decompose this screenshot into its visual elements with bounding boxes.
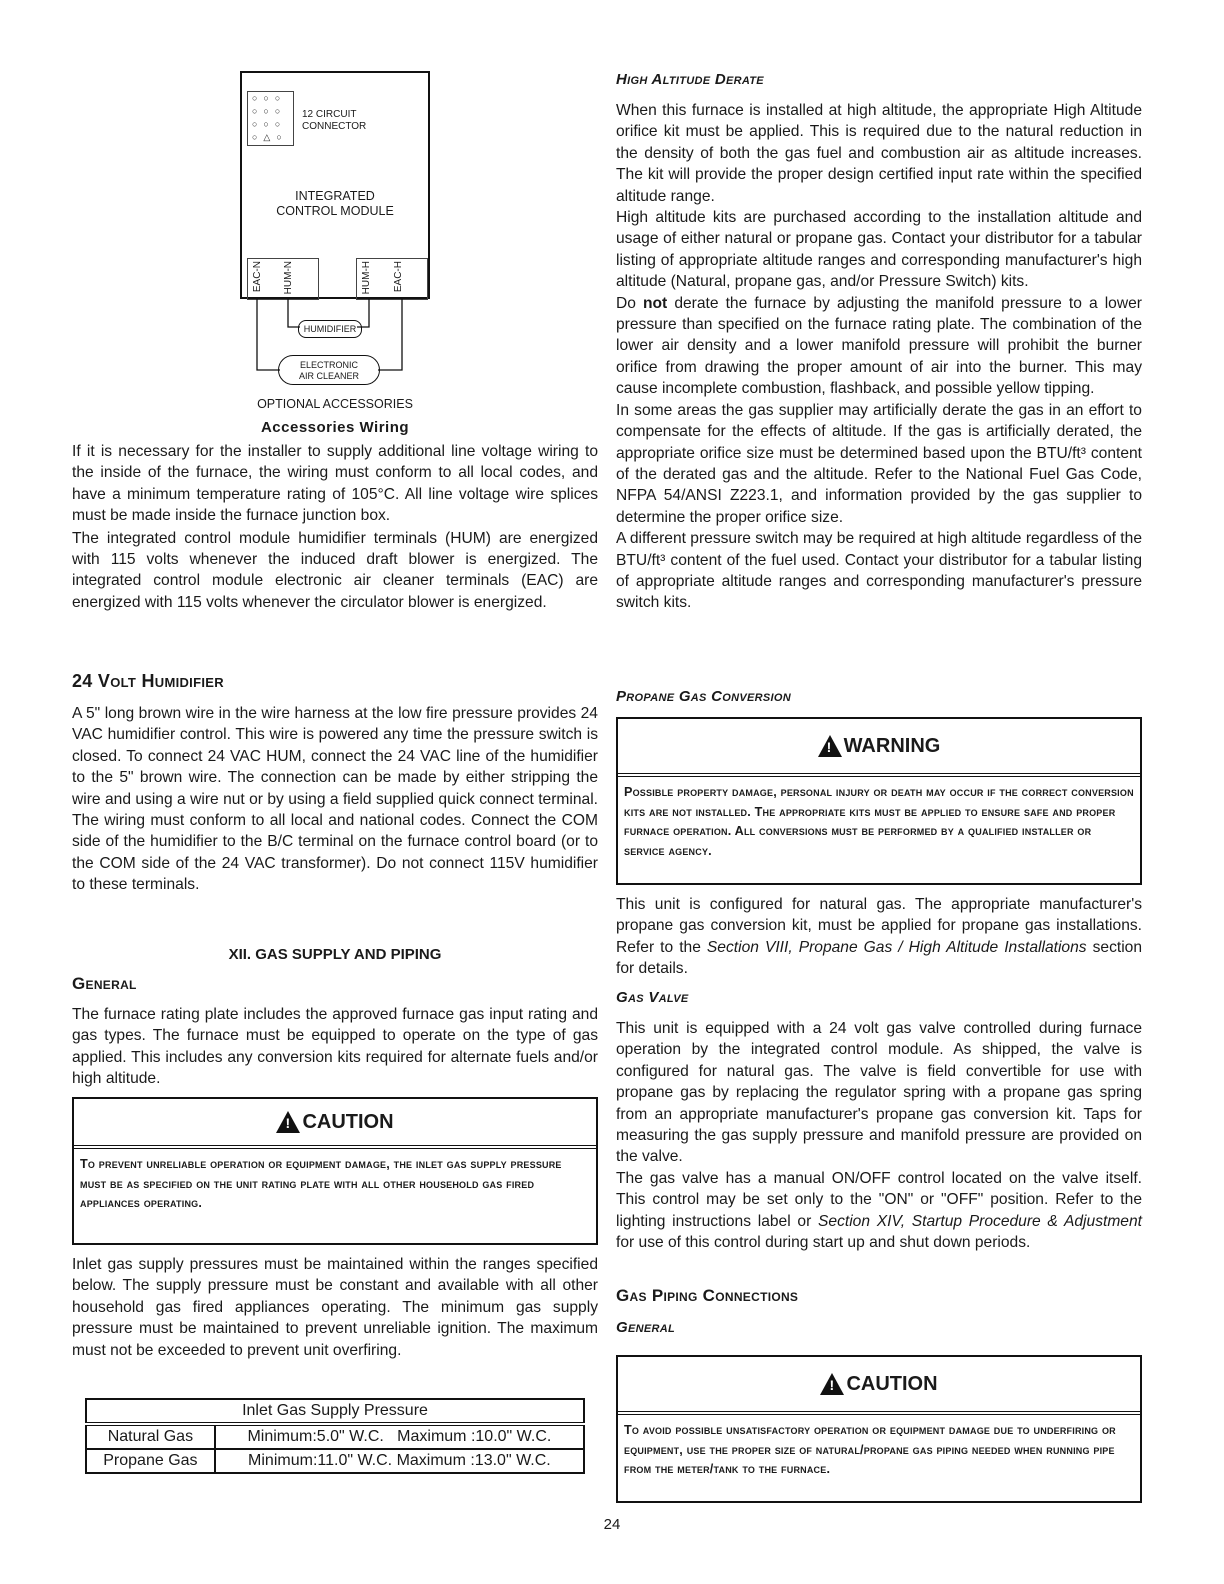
high-altitude-paragraph-2: High altitude kits are purchased according to the installation altitude and usage of either natural or propane gas. Contact your distributor for a tabular listing of appropriate altitude ranges and corresponding manufacturer's high altitude (Natural, propane gas, and/or Pressure Switch) kits. <box>616 209 1142 291</box>
air-cleaner-label: ELECTRONIC AIR CLEANER <box>278 355 380 385</box>
wiring-lines <box>230 65 450 395</box>
hum-eac-paragraph: The integrated control module humidifier terminals (HUM) are energized with 115 volts whenever the induced draft blower is energized. The integrated control module electronic air cleaner terminals (EAC) are energized with 115 volts whenever the circulator blower is energized. <box>72 529 598 611</box>
table-row <box>86 1449 584 1473</box>
caution-text: To prevent unreliable operation or equipment damage, the inlet gas supply pressure must be as specified on the unit rating plate with all other household gas fired appliances operating. <box>80 1157 562 1210</box>
module-label: INTEGRATED CONTROL MODULE <box>276 189 394 218</box>
caution-title: CAUTION <box>302 1110 394 1133</box>
heading-general: General <box>72 974 137 993</box>
terminal-eac-h: EAC-H <box>393 261 404 293</box>
gas-valve-paragraph-1: This unit is equipped with a 24 volt gas valve controlled during furnace operation by the integrated control module. As shipped, the valve is configured for natural gas. The valve is field convertible for use with propane gas by replacing the regulator spring with a propane gas spring from an appropriate manufacturer's propane gas conversion kit. Taps for measuring the gas supply pressure and manifold pressure are provided on the valve. <box>616 1020 1142 1166</box>
table-header-row <box>86 1399 584 1424</box>
heading-gas-valve: Gas Valve <box>616 989 689 1006</box>
warning-text: Possible property damage, personal injury or death may occur if the correct conversion kits are not installed. The appropriate kits must be applied to ensure safe and proper furnace operation. All conversions must be performed by a qualified installer or service agency. <box>624 785 1134 858</box>
heading-propane-gas-conversion: Propane Gas Conversion <box>616 688 791 705</box>
caution-box-right <box>616 1355 1142 1503</box>
inlet-gas-pressure-table <box>85 1398 585 1474</box>
high-altitude-paragraph-1: When this furnace is installed at high altitude, the appropriate High Altitude orifice kit must be applied. This is required due to the natural reduction in the density of both the gas fuel and combustion air as altitude increases. The kit will provide the proper design certified input rate within the specified altitude range. <box>616 102 1142 205</box>
high-altitude-paragraph-4: In some areas the gas supplier may artificially derate the gas in an effort to compensate for the effects of altitude. If the gas is artificially derated, the appropriate orifice size must be determined based upon the BTU/ft³ content of the derated gas and the altitude. Refer to the National Fuel Gas Code, NFPA 54/ANSI Z223.1, and information provided by the gas supplier to determine the proper orifice size. <box>616 401 1142 526</box>
connector-icon: ○○○ ○○○ ○○○ ○△○ <box>247 91 294 146</box>
caution-box-left <box>72 1097 598 1245</box>
terminal-hum-h: HUM-H <box>361 261 372 295</box>
heading-high-altitude-derate: High Altitude Derate <box>616 71 764 88</box>
pressure-range-cell: Minimum:11.0" W.C. Maximum :13.0" W.C. <box>215 1449 584 1473</box>
high-altitude-paragraph-5: A different pressure switch may be required at high altitude regardless of the BTU/ft³ content of the fuel used. Contact your distributor for a tabular listing of appropriate altitude ranges and corresponding manufacturer's pressure switch kits. <box>616 530 1142 612</box>
gas-valve-paragraph-2: The gas valve has a manual ON/OFF control located on the valve itself. This control may be set only to the "ON" or "OFF" position. Refer to the lighting instructions label or Section XIV, Startup Procedure & Adjustment for use of this control during start up and shut down periods. <box>616 1169 1142 1252</box>
connector-label: 12 CIRCUIT CONNECTOR <box>302 109 367 132</box>
gas-type-cell: Natural Gas <box>86 1424 215 1449</box>
caution-text: To avoid possible unsatisfactory operation or equipment damage due to underfiring or equipment, use the proper size of natural/propane gas piping needed when running pipe from the meter/tank to the furnace. <box>624 1423 1116 1476</box>
terminal-eac-n: EAC-N <box>252 261 263 293</box>
inlet-pressure-paragraph: Inlet gas supply pressures must be maintained within the ranges specified below. The supply pressure must be constant and available with all other household gas fired appliances operating. The minimum gas supply pressure must be maintained to prevent unreliable ignition. The maximum must not be exceeded to prevent unit overfiring. <box>72 1256 598 1359</box>
terminal-hum-n: HUM-N <box>283 261 294 295</box>
accessories-wiring-diagram <box>230 65 450 415</box>
heading-gas-piping-connections: Gas Piping Connections <box>616 1286 799 1305</box>
propane-conversion-paragraph: This unit is configured for natural gas. The appropriate manufacturer's propane gas conversion kit, must be applied for propane gas installations. Refer to the Section VIII, Propane Gas / High Altitude Installations section for details. <box>616 896 1143 978</box>
table-title: Inlet Gas Supply Pressure <box>86 1399 584 1424</box>
warning-title: WARNING <box>843 734 941 757</box>
gas-rating-paragraph: The furnace rating plate includes the approved furnace gas input rating and gas types. The furnace must be equipped to operate on the type of gas applied. This includes any conversion kits required for alternate fuels and/or high altitude. <box>72 1006 598 1088</box>
diagram-title: Accessories Wiring <box>260 419 410 436</box>
pressure-range-cell: Minimum:5.0" W.C. Maximum :10.0" W.C. <box>215 1424 584 1449</box>
warning-triangle-icon: ! <box>276 1111 300 1133</box>
section-title: XII. GAS SUPPLY AND PIPING <box>228 946 442 963</box>
heading-24-volt-humidifier: 24 Volt Humidifier <box>72 671 224 691</box>
line-voltage-paragraph: If it is necessary for the installer to supply additional line voltage wiring to the inside of the furnace, the wiring must conform to all local codes, and have a minimum temperature rating of 105°C. All line voltage wire splices must be made inside the furnace junction box. <box>72 443 598 525</box>
page-number: 24 <box>603 1516 621 1533</box>
warning-triangle-icon: ! <box>818 735 842 757</box>
table-row <box>86 1424 584 1449</box>
humidifier-paragraph: A 5" long brown wire in the wire harness at the low fire pressure provides 24 VAC humidifier control. This wire is powered any time the pressure switch is closed. To connect 24 VAC HUM, connect the 24 VAC line of the humidifier to the 5" brown wire. The connection can be made by either stripping the wire and using a wire nut or by using a field supplied quick connect terminal. The wiring must conform to all local and national codes. Connect the COM side of the humidifier to the B/C terminal on the furnace control board (or to the COM side of the 24 VAC transformer). Do not connect 115V humidifier to these terminals. <box>72 705 598 894</box>
heading-general-piping: General <box>616 1319 675 1336</box>
caution-title: CAUTION <box>846 1372 938 1395</box>
diagram-caption: OPTIONAL ACCESSORIES <box>257 397 413 411</box>
warning-box <box>616 717 1142 885</box>
warning-triangle-icon: ! <box>820 1373 844 1395</box>
high-altitude-paragraph-3: Do not derate the furnace by adjusting the manifold pressure to a lower pressure than specified on the furnace rating plate. The combination of the lower air density and a lower manifold pressure will prohibit the burner orifice from drawing the proper amount of air into the burner. This may cause incomplete combustion, flashback, and possible yellow tipping. <box>616 294 1142 398</box>
gas-type-cell: Propane Gas <box>86 1449 215 1473</box>
humidifier-label: HUMIDIFIER <box>298 320 362 338</box>
